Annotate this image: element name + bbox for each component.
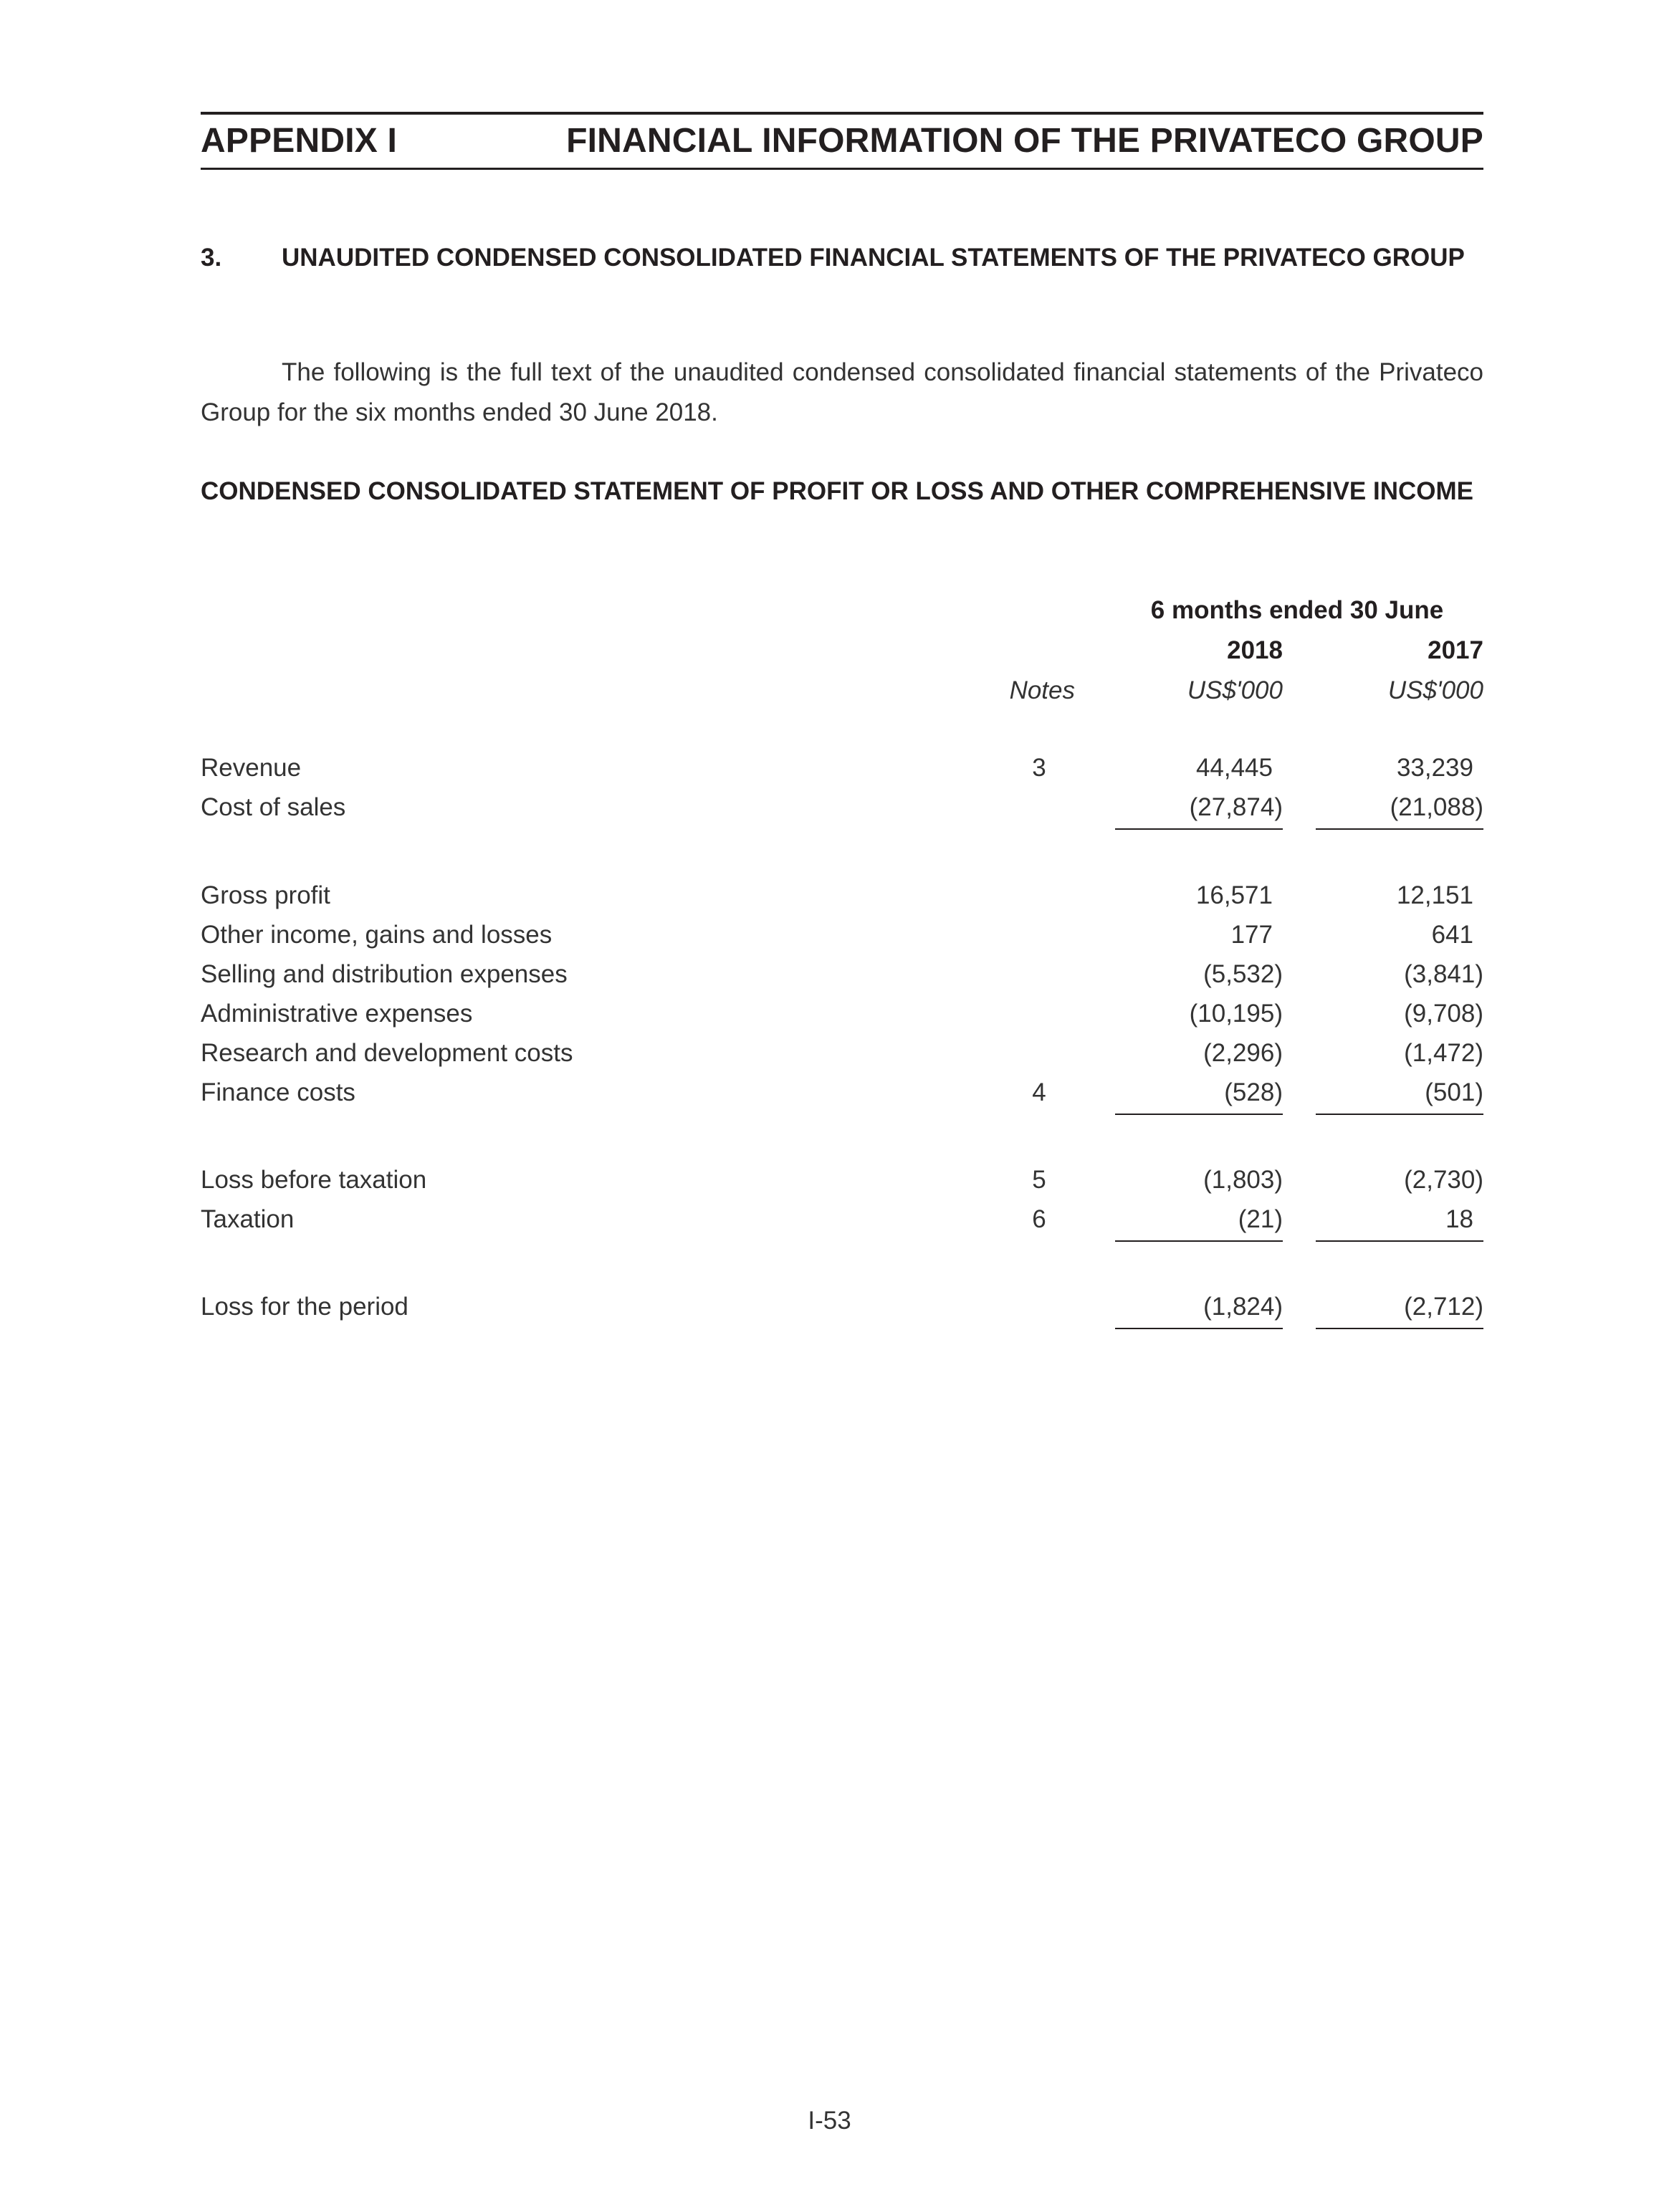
row-value-2017: (501) (1425, 1078, 1483, 1106)
row-note: 3 (1032, 754, 1046, 782)
row-value-2018: 177 (1230, 921, 1273, 949)
year-2017-header: 2017 (1428, 636, 1483, 664)
row-label: Cost of sales (201, 793, 346, 821)
table-row (0, 1073, 1659, 1113)
total-rule (1316, 1328, 1483, 1329)
row-value-2018: 16,571 (1195, 881, 1273, 909)
table-row (0, 1200, 1659, 1240)
row-label: Administrative expenses (201, 1000, 473, 1028)
row-label: Selling and distribution expenses (201, 960, 568, 988)
subtotal-rule (1115, 828, 1283, 830)
section-number: 3. (201, 244, 222, 272)
row-note: 4 (1032, 1078, 1046, 1106)
table-row (0, 748, 1659, 788)
subtotal-rule (1316, 828, 1483, 830)
row-value-2018: (10,195) (1189, 1000, 1283, 1028)
row-label: Taxation (201, 1205, 295, 1233)
row-value-2017: (9,708) (1404, 1000, 1483, 1028)
row-label: Loss for the period (201, 1293, 408, 1321)
header-bottom-rule (201, 168, 1483, 170)
unit-2017-header: US$'000 (1387, 676, 1483, 704)
row-label: Research and development costs (201, 1039, 573, 1067)
row-value-2018: (21) (1238, 1205, 1283, 1233)
row-label: Revenue (201, 754, 302, 782)
table-row (0, 1160, 1659, 1200)
notes-header: Notes (1009, 676, 1075, 704)
row-note: 6 (1032, 1205, 1046, 1233)
subtotal-rule (1316, 1240, 1483, 1242)
table-row (0, 876, 1659, 916)
row-label: Loss before taxation (201, 1166, 427, 1194)
row-value-2017: 33,239 (1396, 754, 1473, 782)
table-row (0, 954, 1659, 995)
row-label: Other income, gains and losses (201, 921, 553, 949)
row-value-2018: 44,445 (1195, 754, 1273, 782)
row-note: 5 (1032, 1166, 1046, 1194)
row-value-2017: 12,151 (1396, 881, 1473, 909)
table-row (0, 1033, 1659, 1073)
intro-paragraph: The following is the full text of the unaudited condensed consolidated financial statements of the Privateco Group for the six months ended 30 June 2018. (201, 358, 1483, 426)
row-value-2017: (2,730) (1404, 1166, 1483, 1194)
header-top-rule (201, 112, 1483, 115)
row-value-2017: (2,712) (1404, 1293, 1483, 1321)
table-row (0, 787, 1659, 828)
row-value-2017: (3,841) (1404, 960, 1483, 988)
row-value-2017: (21,088) (1390, 793, 1483, 821)
subtotal-rule (1316, 1114, 1483, 1115)
row-value-2018: (1,803) (1203, 1166, 1283, 1194)
table-row (0, 994, 1659, 1034)
row-value-2017: 18 (1445, 1205, 1473, 1233)
row-value-2017: 641 (1431, 921, 1473, 949)
period-header: 6 months ended 30 June (1150, 596, 1444, 624)
total-rule (1115, 1328, 1283, 1329)
subtotal-rule (1115, 1240, 1283, 1242)
row-value-2018: (1,824) (1203, 1293, 1283, 1321)
unit-2018-header: US$'000 (1187, 676, 1283, 704)
row-value-2018: (528) (1224, 1078, 1283, 1106)
statement-title: CONDENSED CONSOLIDATED STATEMENT OF PROFIT OR LOSS AND OTHER COMPREHENSIVE INCOME (201, 477, 1473, 505)
page-number: I-53 (808, 2107, 851, 2135)
row-label: Gross profit (201, 881, 330, 909)
row-label: Finance costs (201, 1078, 355, 1106)
appendix-title: FINANCIAL INFORMATION OF THE PRIVATECO GROUP (566, 122, 1483, 160)
table-row (0, 1287, 1659, 1327)
section-title: UNAUDITED CONDENSED CONSOLIDATED FINANCIAL STATEMENTS OF THE PRIVATECO GROUP (282, 244, 1465, 272)
row-value-2017: (1,472) (1404, 1039, 1483, 1067)
year-2018-header: 2018 (1227, 636, 1283, 664)
row-value-2018: (27,874) (1189, 793, 1283, 821)
appendix-label: APPENDIX I (201, 122, 398, 160)
row-value-2018: (2,296) (1203, 1039, 1283, 1067)
table-row (0, 915, 1659, 955)
subtotal-rule (1115, 1114, 1283, 1115)
row-value-2018: (5,532) (1203, 960, 1283, 988)
